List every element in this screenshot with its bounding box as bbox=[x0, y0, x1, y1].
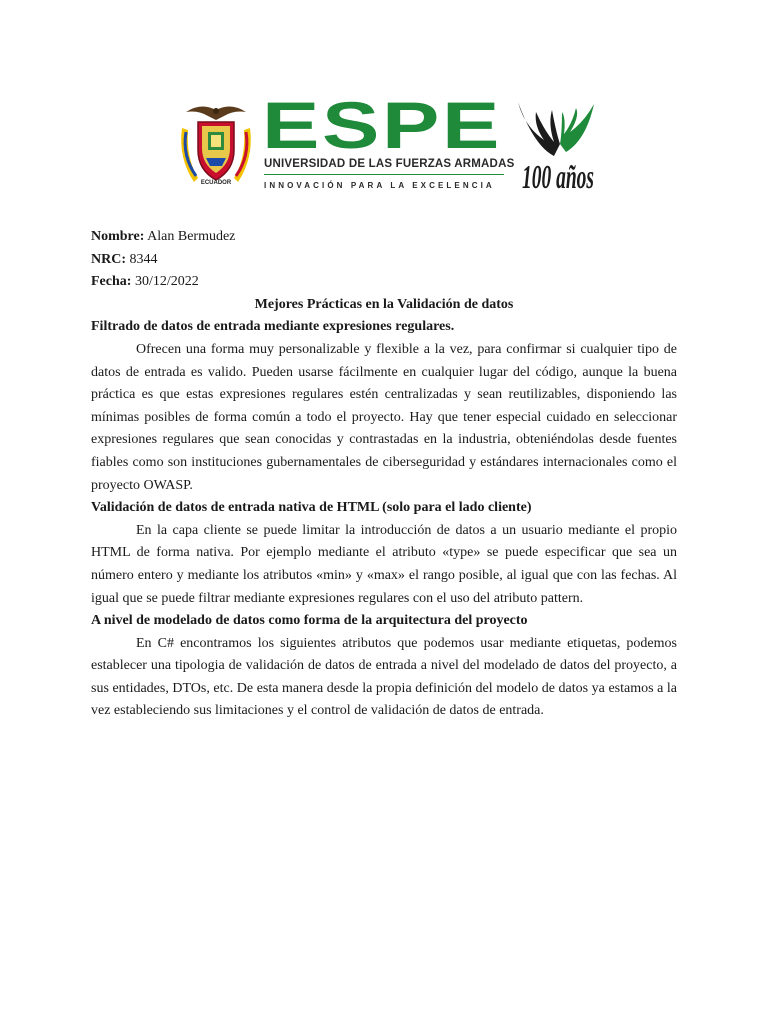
university-header bbox=[170, 88, 600, 204]
crest-caption: ECUADOR bbox=[200, 180, 232, 186]
espe-wordmark bbox=[262, 88, 506, 162]
document-title: Mejores Prácticas en la Validación de datos bbox=[254, 296, 514, 312]
university-name: UNIVERSIDAD DE LAS FUERZAS ARMADAS bbox=[264, 158, 515, 170]
header-rule bbox=[264, 174, 504, 175]
wordmark-text: ESPE bbox=[262, 88, 502, 162]
document-body bbox=[91, 226, 677, 723]
section-body-regex: Ofrecen una forma muy personalizable y flexible a la vez, para confirmar si cualquier tipo de datos de entrada es valido. Pueden usarse fácilmente en cualquier lugar del código, aunque la buena práctica es que estas expresiones regulares estén centralizadas y sean reutilizables, disponiendo las mínimas posibles de forma común a todo el proyecto. Hay que tener especial cuidado en seleccionar expresiones regulares que sean conocidas y contrastadas en la industria, obteniéndolas desde fuentes fiables como son instituciones gubernamentales de ciberseguridad y estándares internacionales como el proyecto OWASP. bbox=[91, 341, 677, 493]
nrc-label: NRC: bbox=[91, 251, 126, 267]
university-motto: INNOVACIÓN PARA LA EXCELENCIA bbox=[264, 181, 495, 190]
section-heading-regex: Filtrado de datos de entrada mediante expresiones regulares. bbox=[91, 319, 455, 335]
date-field bbox=[91, 271, 677, 294]
date-label: Fecha: bbox=[91, 274, 132, 290]
anniversary-text: 100 años bbox=[522, 159, 594, 196]
name-field bbox=[91, 226, 677, 249]
section-heading-model: A nivel de modelado de datos como forma de la arquitectura del proyecto bbox=[91, 613, 528, 629]
section-heading-html: Validación de datos de entrada nativa de HTML (solo para el lado cliente) bbox=[91, 500, 532, 516]
nrc-value: 8344 bbox=[129, 251, 158, 267]
section-body-model: En C# encontramos los siguientes atributos que podemos usar mediante etiquetas, podemos establecer una tipologia de validación de datos de entrada a nivel del modelado de datos del proyecto, a sus entidades, DTOs, etc. De esta manera desde la propia definición del modelo de datos ya estamos a la vez estableciendo sus limitaciones y el control de validación de datos de entrada. bbox=[91, 635, 677, 719]
nrc-field bbox=[91, 249, 677, 272]
name-value: Alan Bermudez bbox=[147, 229, 236, 244]
date-value: 30/12/2022 bbox=[134, 274, 199, 290]
section-body-html: En la capa cliente se puede limitar la introducción de datos a un usuario mediante el propio HTML de forma nativa. Por ejemplo mediante el atributo «type» se puede especificar que sea un número entero y mediante los atributos «min» y «max» el rango posible, al igual que con las fechas. Al igual que se puede filtrar mediante expresiones regulares con el uso del atributo pattern. bbox=[91, 522, 677, 606]
name-label: Nombre: bbox=[91, 229, 145, 244]
anniversary-eagle-icon bbox=[514, 96, 598, 200]
